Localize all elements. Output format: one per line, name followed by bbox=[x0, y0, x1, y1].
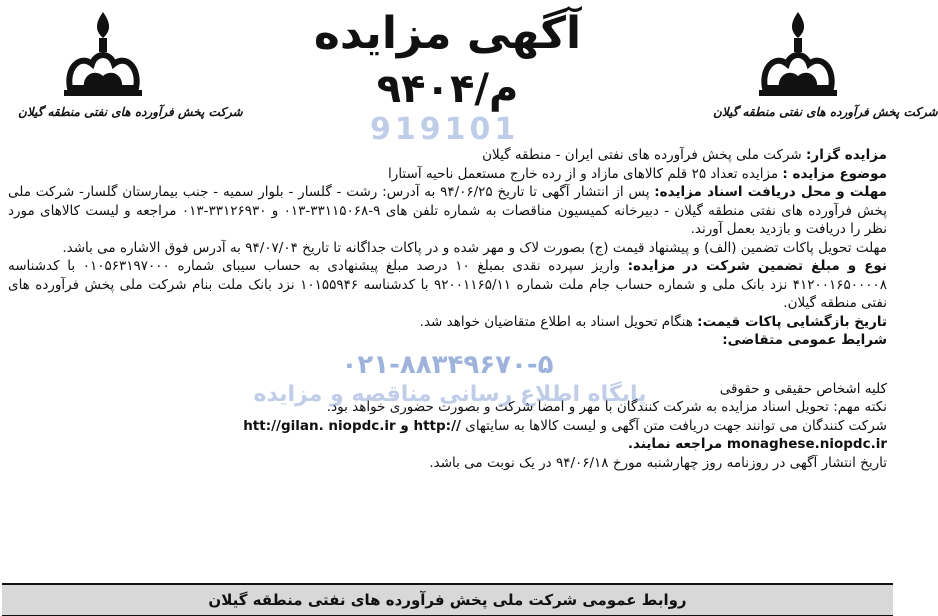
guarantee-label: نوع و مبلغ تضمین شرکت در مزایده: bbox=[627, 258, 888, 274]
auctioneer-label: مزایده گزار: bbox=[806, 147, 887, 163]
auctioneer-value: شرکت ملی پخش فرآورده های نفتی ایران - منطقه گیلان bbox=[482, 147, 807, 163]
subject-line bbox=[8, 165, 887, 184]
subject-value: مزایده تعداد ۲۵ قلم کالاهای مازاد و از رده خارج مستعمل ناحیه آستارا bbox=[388, 165, 783, 182]
websites-line bbox=[8, 417, 887, 436]
company-logo-left bbox=[18, 8, 243, 138]
publication-date-line: تاریخ انتشار آگهی در روزنامه روز چهارشنبه مورخ ۹۴/۰۶/۱۸ در یک نوبت می باشد. bbox=[429, 454, 887, 471]
notice-body bbox=[8, 146, 887, 472]
deadline-value: پس از انتشار آگهی تا تاریخ ۹۴/۰۶/۲۵ به آدرس: رشت - گلسار - بلوار سمیه - جنب بیمارستان گلسار- شرکت ملی پخش فرآورده های نفتی منطقه گیلان - دبیرخانه کمیسیون مناقصات به شماره تلفن های ۹-۳۳۱۱۵۰۶۸-۰۱۳ و ۳۳۱۲۶۹۳۰-۰۱۳ مراجعه و لیست کالاهای مورد نظر را دریافت و بازدید بعمل آورند. bbox=[8, 184, 887, 237]
flame-emblem-icon bbox=[58, 8, 148, 103]
page-title: آگهی مزایده bbox=[313, 8, 582, 59]
footer-bar: روابط عمومی شرکت ملی پخش فرآورده های نفتی منطقه گیلان bbox=[2, 583, 893, 616]
watermark-site-text: پایگاه اطلاع رسانی مناقصه و مزایده bbox=[253, 382, 647, 407]
opening-date-line bbox=[8, 313, 887, 332]
general-conditions-line bbox=[8, 331, 887, 350]
eligibility-line: کلیه اشخاص حقیقی و حقوقی bbox=[719, 380, 887, 397]
watermark-phone: ۰۲۱-۸۸۳۴۹۶۷۰-۵ bbox=[341, 349, 554, 380]
auctioneer-line bbox=[8, 146, 887, 165]
logo-caption: شرکت پخش فرآورده های نفتی منطقه گیلان bbox=[18, 105, 243, 119]
envelope-delivery-line: مهلت تحویل پاکات تضمین (الف) و پیشنهاد قیمت (ج) بصورت لاک و مهر شده و در پاکات جداگانه تا تاریخ ۹۴/۰۷/۰۴ به آدرس فوق الاشاره می باشد. bbox=[62, 239, 887, 256]
opening-date-label: تاریخ بازگشایی پاکات قیمت: bbox=[697, 313, 887, 330]
deadline-label: مهلت و محل دریافت اسناد مزایده: bbox=[654, 184, 887, 200]
notice-number: م/۹۴۰۴ bbox=[376, 66, 519, 112]
logo-caption: شرکت پخش فرآورده های نفتی منطقه گیلان bbox=[713, 105, 938, 119]
subject-label: موضوع مزایده : bbox=[782, 165, 887, 182]
website-links[interactable]: htt://gilan. niopdc.ir و http:// bbox=[243, 417, 461, 434]
opening-date-value: هنگام تحویل اسناد به اطلاع متقاضیان خواهد شد. bbox=[419, 313, 698, 330]
company-logo-right bbox=[713, 8, 938, 138]
watermark-stamp-number: 919101 bbox=[370, 112, 520, 147]
deadline-line bbox=[8, 183, 887, 239]
flame-emblem-icon bbox=[753, 8, 843, 103]
websites-text: شرکت کنندگان می توانند جهت دریافت متن آگهی و لیست کالاها به سایتهای bbox=[465, 417, 887, 434]
guarantee-value: واریز سپرده نقدی بمبلغ ۱۰ درصد مبلغ پیشنهادی به حساب سیبای شماره ۰۱۰۵۶۳۱۹۷۰۰۰ با کدشناسه ۴۱۲۰۰۱۶۵۰۰۰۰۸ نزد بانک ملی و شماره حساب جام ملت شماره ۹۲۰۰۱۱۶۵/۱۱ با کدشناسه ۱۰۱۵۵۹۴۶ نزد بانک ملت بنام شرکت ملی پخش فرآورده های نفتی منطقه گیلان. bbox=[8, 258, 887, 311]
guarantee-line bbox=[8, 257, 887, 313]
important-note-line: نکته مهم: تحویل اسناد مزایده به شرکت کنندگان با مهر و امضا شرکت و بصورت حضوری خواهد بود. bbox=[326, 399, 887, 415]
general-conditions-label: شرایط عمومی متقاضی: bbox=[722, 332, 887, 348]
websites-line-2: monaghese.niopdc.ir مراجعه نمایند. bbox=[627, 436, 887, 452]
